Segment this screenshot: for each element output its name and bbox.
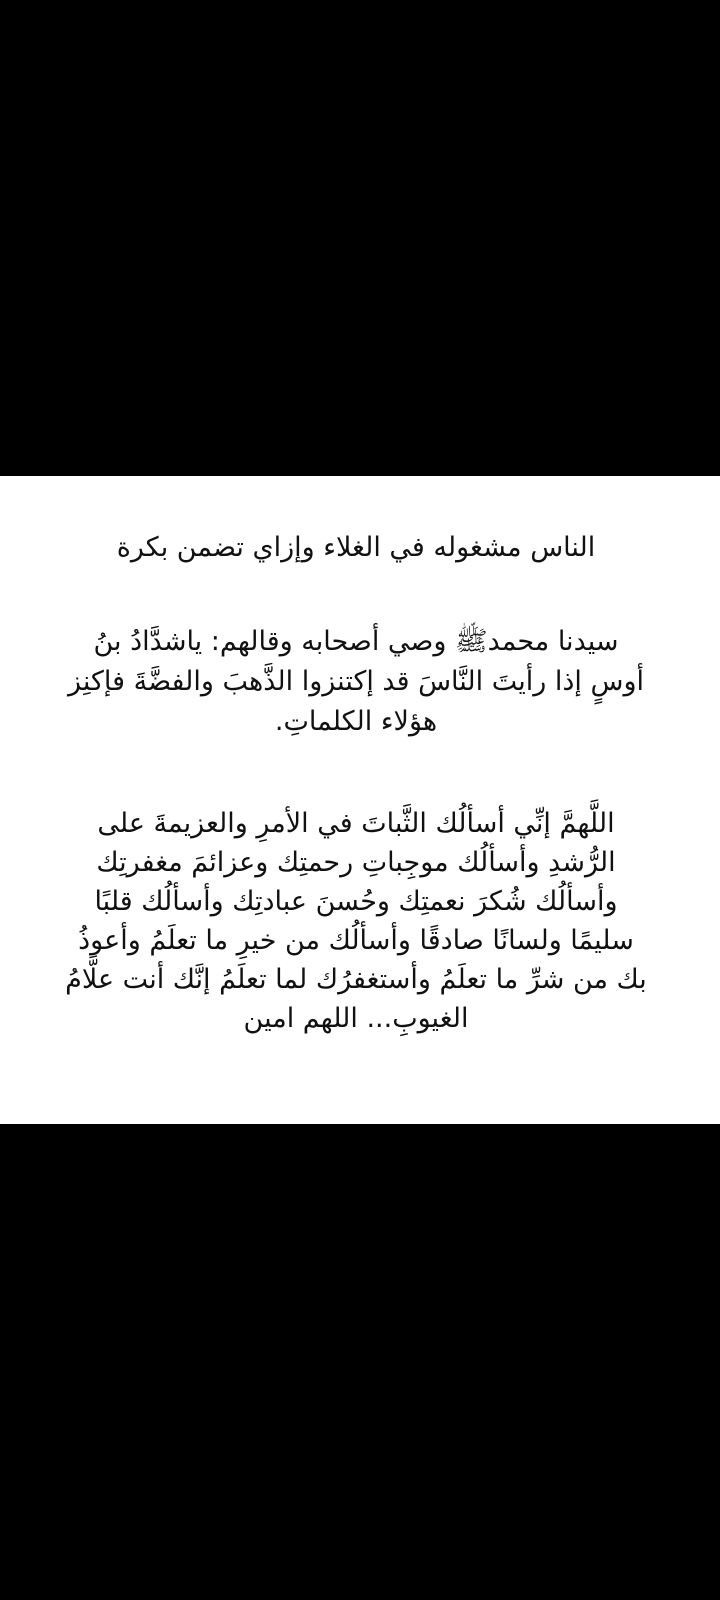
paragraph-line: أوسٍ إذا رأيتَ النَّاسَ قد إكتنزوا الذَّهبَ والفضَّةَ فإكنِز (68, 666, 644, 697)
paragraph-line: الغيوبِ... اللهم امين (243, 1003, 469, 1034)
paragraph-line: بك من شرِّ ما تعلَمُ وأستغفرُك لما تعلَمُ إنَّك أنت علَّامُ (65, 964, 647, 995)
post-paragraph-hadith-intro (40, 622, 672, 742)
paragraph-line: سليمًا ولسانًا صادقًا وأسألُك من خيرِ ما تعلَمُ وأعوذُ (78, 925, 634, 956)
bottom-black-area (0, 1124, 720, 1600)
text-post-card (0, 476, 720, 1124)
post-headline: الناس مشغوله في الغلاء وإزاي تضمن بكرة (116, 532, 596, 563)
paragraph-line: سيدنا محمدﷺ وصي أصحابه وقالهم: ياشدَّادُ بنُ (93, 626, 619, 657)
top-black-area (0, 0, 720, 476)
post-paragraph-dua (40, 804, 672, 1038)
paragraph-line: هؤلاء الكلماتِ. (274, 706, 438, 737)
paragraph-line: الرُّشدِ وأسألُك موجِباتِ رحمتِك وعزائمَ مغفرتِك (96, 847, 616, 878)
paragraph-line: وأسألُك شُكرَ نعمتِك وحُسنَ عبادتِك وأسألُك قلبًا (94, 886, 618, 917)
paragraph-line: اللَّهمَّ إنِّي أسألُك الثَّباتَ في الأمرِ والعزيمةَ على (97, 808, 615, 839)
